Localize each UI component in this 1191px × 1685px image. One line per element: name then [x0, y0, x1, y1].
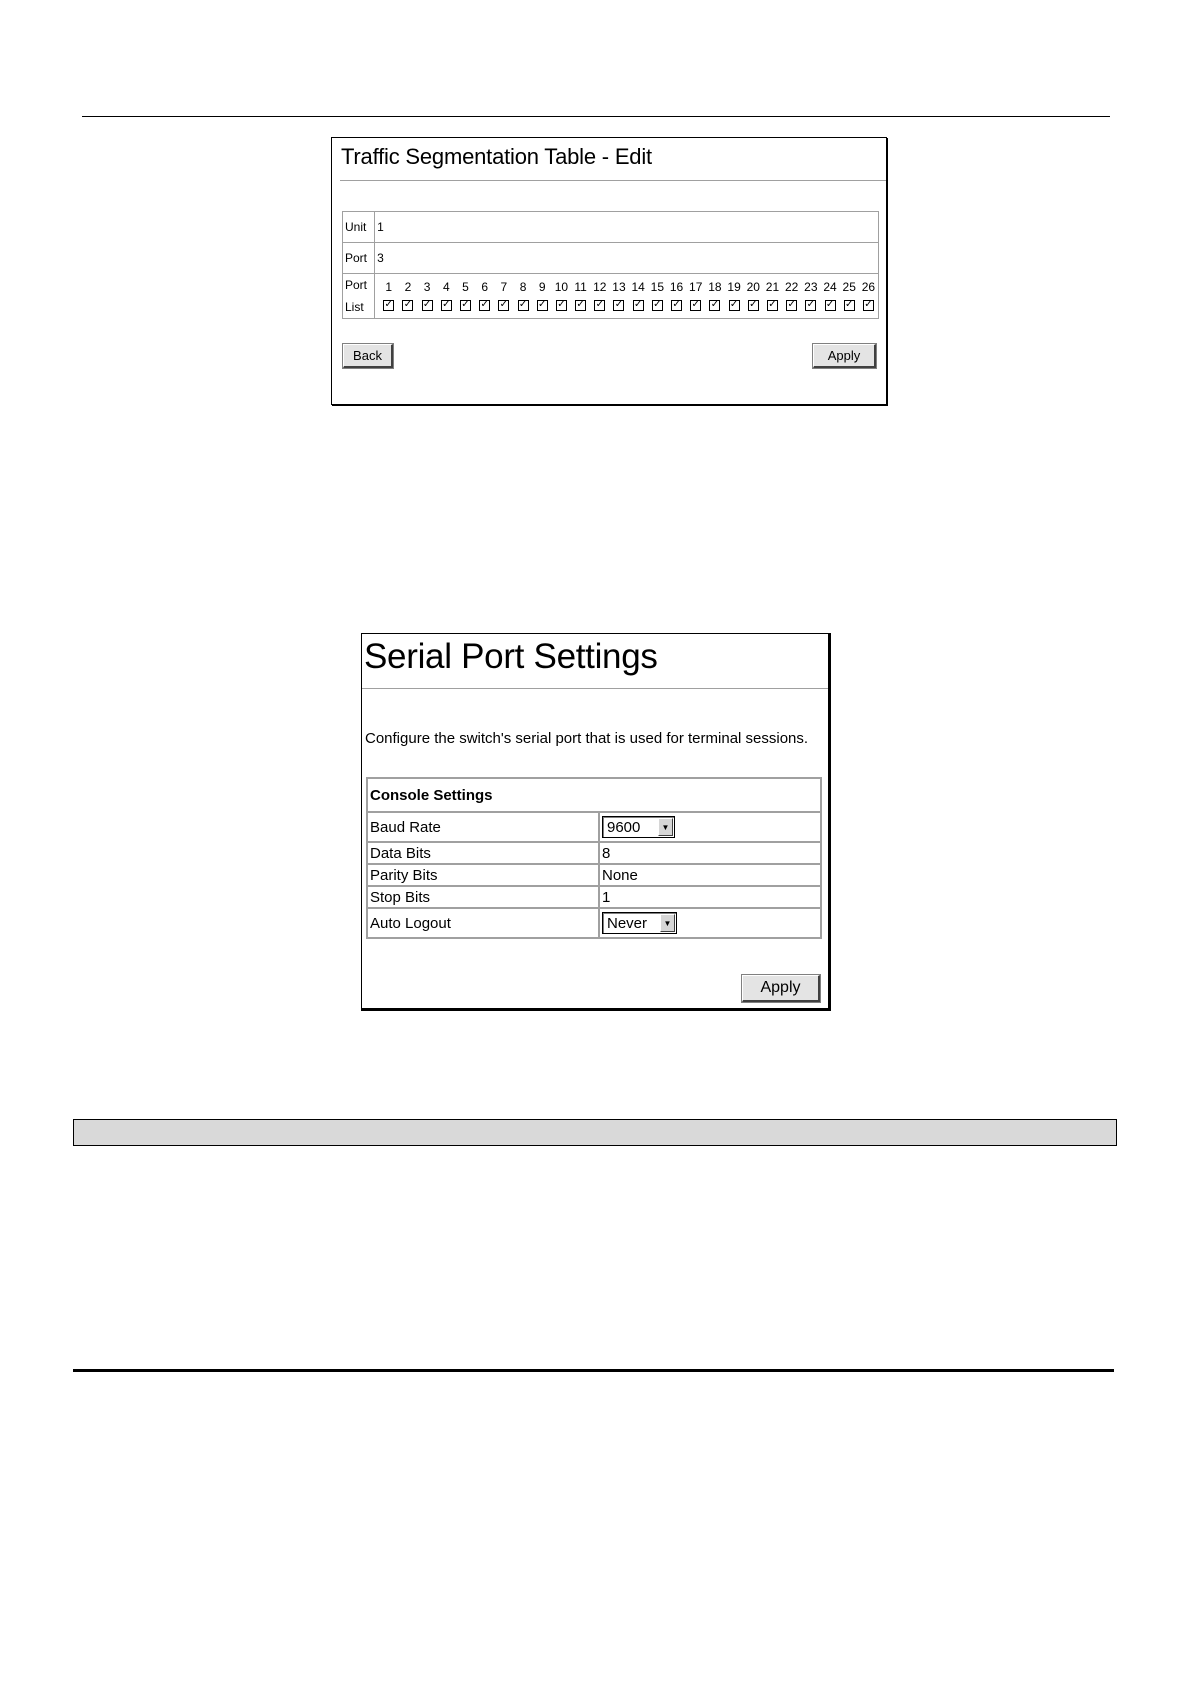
port-checkbox-3[interactable] [422, 300, 433, 311]
port-number: 20 [746, 279, 760, 294]
checkmark-icon: ✓ [729, 299, 739, 310]
traffic-segmentation-title: Traffic Segmentation Table - Edit [341, 144, 652, 169]
checkmark-icon: ✓ [653, 299, 662, 310]
port-number: 7 [500, 279, 508, 294]
stop-bits-row [367, 886, 821, 908]
checkmark-icon: ✓ [633, 299, 643, 310]
traffic-segmentation-panel [331, 137, 887, 405]
checkmark-icon: ✓ [384, 299, 393, 310]
port-checkbox-17[interactable] [690, 300, 701, 311]
baud-rate-label: Baud Rate [367, 812, 599, 842]
port-checkbox-1[interactable] [383, 300, 394, 311]
port-number: 26 [861, 279, 876, 294]
port-number: 17 [689, 279, 703, 294]
port-value: 3 [375, 243, 879, 274]
serial-apply-button[interactable]: Apply [742, 975, 820, 1002]
page-top-rule [82, 116, 1110, 117]
port-checkbox-4[interactable] [441, 300, 452, 311]
port-checkbox-25[interactable] [844, 300, 855, 311]
port-checkbox-21[interactable] [767, 300, 778, 311]
auto-logout-value: Never [607, 914, 648, 932]
checkmark-icon: ✓ [576, 299, 585, 310]
port-checkbox-19[interactable] [729, 300, 740, 311]
parity-bits-value: None [599, 864, 821, 886]
port-number: 3 [423, 279, 431, 294]
port-checkbox-grid [379, 278, 878, 317]
parity-bits-row [367, 864, 821, 886]
port-number: 1 [385, 279, 393, 294]
port-number: 21 [765, 279, 780, 294]
port-number: 12 [593, 279, 607, 294]
page-bottom-rule [73, 1369, 1114, 1372]
baud-rate-row [367, 812, 821, 842]
port-row [343, 243, 879, 274]
checkmark-icon: ✓ [806, 299, 816, 310]
port-number: 8 [519, 279, 527, 294]
port-checkbox-23[interactable] [805, 300, 816, 311]
port-list-label [343, 274, 375, 319]
unit-row [343, 212, 879, 243]
port-number: 2 [404, 279, 412, 294]
traffic-segmentation-table [342, 211, 879, 319]
checkmark-icon: ✓ [422, 299, 432, 310]
port-list-label-line1: Port [345, 278, 368, 292]
checkmark-icon: ✓ [538, 299, 547, 310]
port-number: 19 [727, 279, 741, 294]
port-checkbox-5[interactable] [460, 300, 471, 311]
checkmark-icon: ✓ [845, 299, 854, 310]
port-checkbox-10[interactable] [556, 300, 567, 311]
baud-rate-select[interactable] [602, 816, 675, 838]
checkmark-icon: ✓ [614, 299, 624, 310]
port-checkbox-18[interactable] [709, 300, 720, 311]
stop-bits-value: 1 [599, 886, 821, 908]
checkmark-icon: ✓ [825, 299, 835, 310]
port-checkbox-16[interactable] [671, 300, 682, 311]
port-checkbox-9[interactable] [537, 300, 548, 311]
port-number: 16 [669, 279, 684, 294]
checkmark-icon: ✓ [768, 299, 777, 310]
checkmark-icon: ✓ [710, 299, 720, 310]
data-bits-row [367, 842, 821, 864]
checkmark-icon: ✓ [749, 299, 758, 310]
port-number: 23 [804, 279, 818, 294]
port-checkbox-26[interactable] [863, 300, 874, 311]
port-checkbox-7[interactable] [498, 300, 509, 311]
port-number: 4 [442, 279, 450, 294]
title-divider [362, 688, 828, 689]
port-number: 10 [554, 279, 569, 294]
checkmark-icon: ✓ [595, 299, 604, 310]
port-number: 25 [842, 279, 856, 294]
auto-logout-label: Auto Logout [367, 908, 599, 938]
auto-logout-select[interactable] [602, 912, 677, 934]
port-checkbox-22[interactable] [786, 300, 797, 311]
checkmark-icon: ✓ [787, 299, 796, 310]
port-checkbox-12[interactable] [594, 300, 605, 311]
console-settings-header-row [367, 778, 821, 812]
title-divider [340, 180, 886, 181]
port-number: 14 [631, 279, 645, 294]
port-checkbox-15[interactable] [652, 300, 663, 311]
checkmark-icon: ✓ [403, 299, 413, 310]
port-number: 13 [612, 279, 626, 294]
checkmark-icon: ✓ [442, 299, 451, 310]
auto-logout-row [367, 908, 821, 938]
port-checkbox-11[interactable] [575, 300, 586, 311]
port-checkbox-2[interactable] [402, 300, 413, 311]
serial-port-description: Configure the switch's serial port that is used for terminal sessions. [365, 730, 809, 747]
port-checkbox-20[interactable] [748, 300, 759, 311]
port-checkbox-24[interactable] [825, 300, 836, 311]
serial-port-title: Serial Port Settings [364, 637, 658, 676]
checkmark-icon: ✓ [691, 299, 700, 310]
port-number: 11 [574, 279, 587, 294]
checkmark-icon: ✓ [480, 299, 489, 310]
unit-value: 1 [375, 212, 879, 243]
baud-rate-value: 9600 [607, 818, 641, 836]
checkmark-icon: ✓ [557, 299, 566, 310]
port-list-label-line2: List [345, 300, 364, 314]
port-checkbox-8[interactable] [518, 300, 529, 311]
stop-bits-label: Stop Bits [367, 886, 599, 908]
unit-label: Unit [343, 212, 375, 243]
port-checkbox-6[interactable] [479, 300, 490, 311]
port-list-cell [375, 274, 879, 319]
serial-port-settings-panel [361, 633, 831, 1011]
port-checkbox-13[interactable] [613, 300, 624, 311]
chevron-down-icon[interactable]: ▼ [658, 818, 673, 836]
checkmark-icon: ✓ [461, 299, 470, 310]
port-number: 18 [708, 279, 722, 294]
port-number: 6 [481, 279, 488, 294]
port-number: 22 [784, 279, 799, 294]
checkmark-icon: ✓ [499, 299, 509, 310]
port-number: 9 [538, 279, 546, 294]
port-label: Port [343, 243, 375, 274]
port-list-row [343, 274, 879, 319]
console-settings-header: Console Settings [367, 778, 821, 812]
apply-button[interactable]: Apply [813, 344, 876, 368]
port-number: 24 [823, 279, 837, 294]
checkmark-icon: ✓ [864, 299, 873, 310]
checkmark-icon: ✓ [518, 299, 528, 310]
parity-bits-label: Parity Bits [367, 864, 599, 886]
console-settings-table [366, 777, 822, 939]
chevron-down-icon[interactable]: ▼ [660, 914, 675, 932]
port-number: 15 [650, 279, 665, 294]
data-bits-label: Data Bits [367, 842, 599, 864]
checkmark-icon: ✓ [672, 299, 681, 310]
port-checkbox-14[interactable] [633, 300, 644, 311]
gray-section-bar [73, 1119, 1117, 1146]
back-button[interactable]: Back [343, 344, 393, 368]
port-number: 5 [462, 279, 469, 294]
data-bits-value: 8 [599, 842, 821, 864]
